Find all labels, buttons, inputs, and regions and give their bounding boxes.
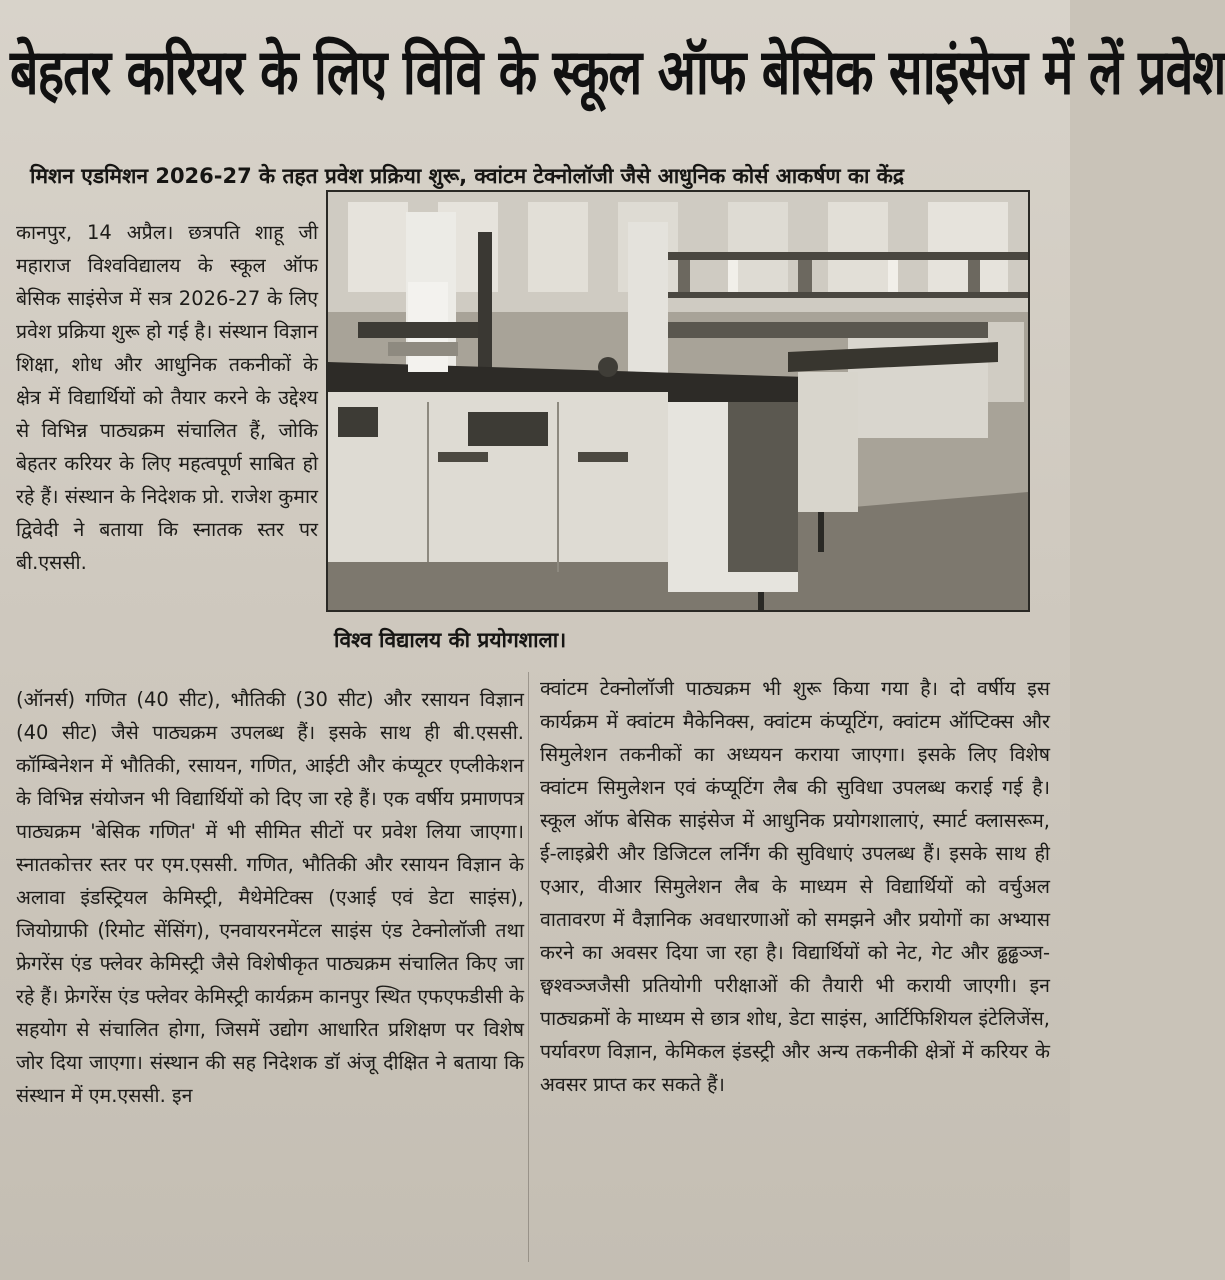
article-column-left-bottom xyxy=(16,683,524,1265)
article-column-right xyxy=(540,672,1050,1248)
laboratory-illustration xyxy=(328,192,1028,610)
article-paragraph: कानपुर, 14 अप्रैल। छत्रपति शाहू जी महाराज विश्वविद्यालय के स्कूल ऑफ बेसिक साइंसेज में सत्र 2026-27 के लिए प्रवेश प्रक्रिया शुरू हो गई है। संस्थान विज्ञान शिक्षा, शोध और आधुनिक तकनीकों के क्षेत्र में विद्यार्थियों को तैयार करने के उद्देश्य से विभिन्न पाठ्यक्रम संचालित हैं, जोकि बेहतर करियर के लिए महत्वपूर्ण साबित हो रहे हैं। संस्थान के निदेशक प्रो. राजेश कुमार द्विवेदी ने बताया कि स्नातक स्तर पर बी.एससी. xyxy=(16,221,318,574)
laboratory-photo xyxy=(326,190,1030,612)
photo-caption: विश्व विद्यालय की प्रयोगशाला। xyxy=(334,628,567,652)
article-paragraph: (ऑनर्स) गणित (40 सीट), भौतिकी (30 सीट) और रसायन विज्ञान (40 सीट) जैसे पाठ्यक्रम उपलब्ध हैं। इसके साथ ही बी.एससी. कॉम्बिनेशन में भौतिकी, रसायन, गणित, आईटी और कंप्यूटर एप्लीकेशन के विभिन्न संयोजन भी विद्यार्थियों को दिए जा रहे हैं। एक वर्षीय प्रमाणपत्र पाठ्यक्रम 'बेसिक गणित' में भी सीमित सीटों पर प्रवेश लिया जाएगा। स्नातकोत्तर स्तर पर एम.एससी. गणित, भौतिकी और रसायन विज्ञान के अलावा इंडस्ट्रियल केमिस्ट्री, मैथेमेटिक्स (एआई एवं डेटा साइंस), जियोग्राफी (रिमोट सेंसिंग), एनवायरनमेंटल साइंस एंड टेक्नोलॉजी तथा फ्रेगरेंस एंड फ्लेवर केमिस्ट्री जैसे विशेषीकृत पाठ्यक्रम संचालित किए जा रहे हैं। फ्रेगरेंस एंड फ्लेवर केमिस्ट्री कार्यक्रम कानपुर स्थित एफएफडीसी के सहयोग से संचालित होगा, जिसमें उद्योग आधारित प्रशिक्षण पर विशेष जोर दिया जाएगा। संस्थान की सह निदेशक डॉ अंजू दीक्षित ने बताया कि संस्थान में एम.एससी. इन xyxy=(16,688,524,1107)
headline: बेहतर करियर के लिए विवि के स्कूल ऑफ बेसिक साइंसेज में लें प्रवेश xyxy=(10,35,1225,109)
article-paragraph: क्वांटम टेक्नोलॉजी पाठ्यक्रम भी शुरू किया गया है। दो वर्षीय इस कार्यक्रम में क्वांटम मैकेनिक्स, क्वांटम कंप्यूटिंग, क्वांटम ऑप्टिक्स और सिमुलेशन तकनीकों का अध्ययन कराया जाएगा। इसके लिए विशेष क्वांटम सिमुलेशन एवं कंप्यूटिंग लैब की सुविधा उपलब्ध कराई गई है। स्कूल ऑफ बेसिक साइंसेज में आधुनिक प्रयोगशालाएं, स्मार्ट क्लासरूम, ई-लाइब्रेरी और डिजिटल लर्निंग की सुविधाएं उपलब्ध हैं। इसके साथ ही एआर, वीआर सिमुलेशन लैब के माध्यम से विद्यार्थियों को वर्चुअल वातावरण में वैज्ञानिक अवधारणाओं को समझने और प्रयोगों का अभ्यास करने का अवसर दिया जा रहा है। विद्यार्थियों को नेट, गेट और ढ्ढढ्ढञ्ज-छ्वश्वञ्जजैसी प्रतियोगी परीक्षाओं की तैयारी भी करायी जाएगी। इन पाठ्यक्रमों के माध्यम से छात्र शोध, डेटा साइंस, आर्टिफिशियल इंटेलिजेंस, पर्यावरण विज्ञान, केमिकल इंडस्ट्री और अन्य तकनीकी क्षेत्रों में करियर के अवसर प्राप्त कर सकते हैं। xyxy=(540,677,1050,1096)
subheadline: मिशन एडमिशन 2026-27 के तहत प्रवेश प्रक्रिया शुरू, क्वांटम टेक्नोलॉजी जैसे आधुनिक कोर्स आकर्षण का केंद्र xyxy=(30,164,905,188)
article-column-left-top xyxy=(16,216,318,686)
column-divider xyxy=(528,672,529,1262)
